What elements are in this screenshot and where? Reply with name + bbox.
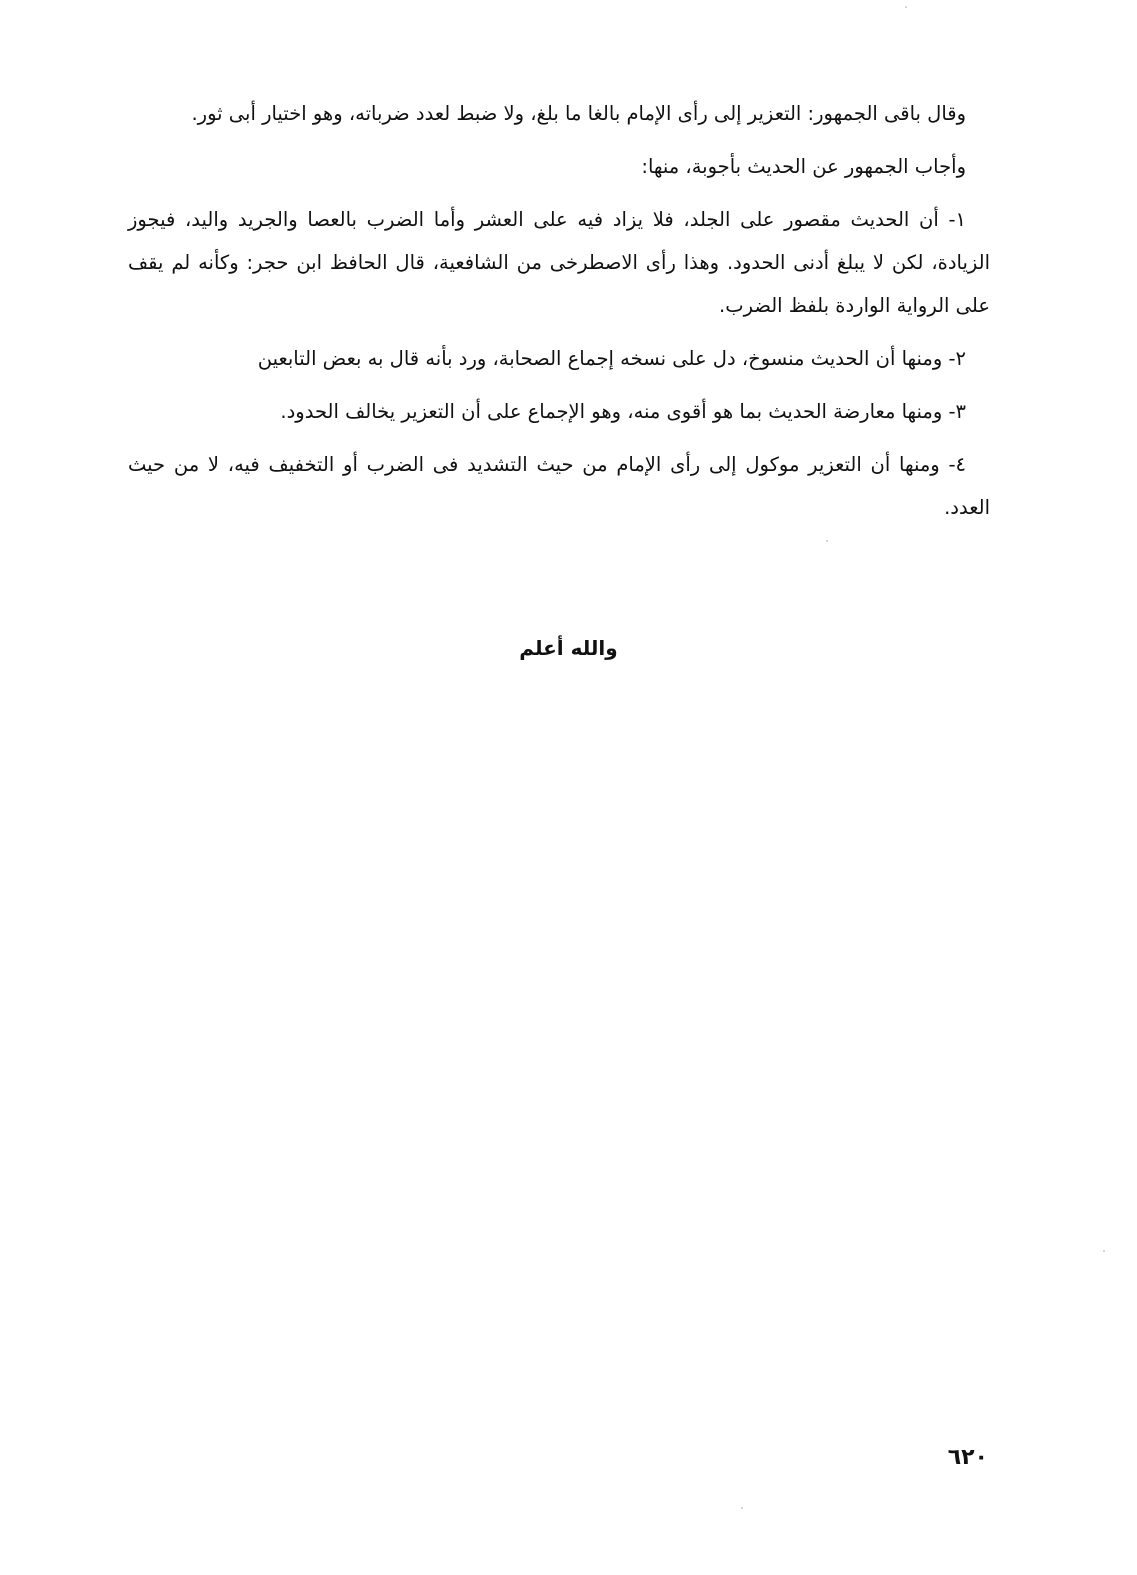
paragraph-answer-4: ٤- ومنها أن التعزير موكول إلى رأى الإمام من حيث التشديد فى الضرب أو التخفيف فيه، لا من حيث العدد. — [128, 453, 990, 519]
scan-speck — [1103, 1250, 1105, 1252]
paragraph-answers-intro: وأجاب الجمهور عن الحديث بأجوبة، منها: — [641, 155, 966, 178]
body-text — [128, 92, 990, 539]
closing-phrase: والله أعلم — [519, 636, 618, 660]
paragraph-answer-3: ٣- ومنها معارضة الحديث بما هو أقوى منه، وهو الإجماع على أن التعزير يخالف الحدود. — [280, 400, 966, 423]
paragraph-answer-1: ١- أن الحديث مقصور على الجلد، فلا يزاد فيه على العشر وأما الضرب بالعصا والجريد واليد، فيجوز الزيادة، لكن لا يبلغ أدنى الحدود. وهذا رأى الاصطرخى من الشافعية، قال الحافظ ابن حجر: وكأنه لم يقف على الرواية الواردة بلفظ الضرب. — [128, 208, 990, 317]
scan-speck — [826, 540, 828, 542]
paragraph-jumhur-opinion: وقال باقى الجمهور: التعزير إلى رأى الإمام بالغا ما بلغ، ولا ضبط لعدد ضرباته، وهو اختيار أبى ثور. — [191, 102, 966, 125]
page-number: ٦٢٠ — [947, 1445, 988, 1470]
scan-speck — [905, 6, 907, 8]
paragraph-answer-2: ٢- ومنها أن الحديث منسوخ، دل على نسخه إجماع الصحابة، ورد بأنه قال به بعض التابعين — [257, 347, 966, 370]
scan-speck — [741, 1507, 743, 1509]
